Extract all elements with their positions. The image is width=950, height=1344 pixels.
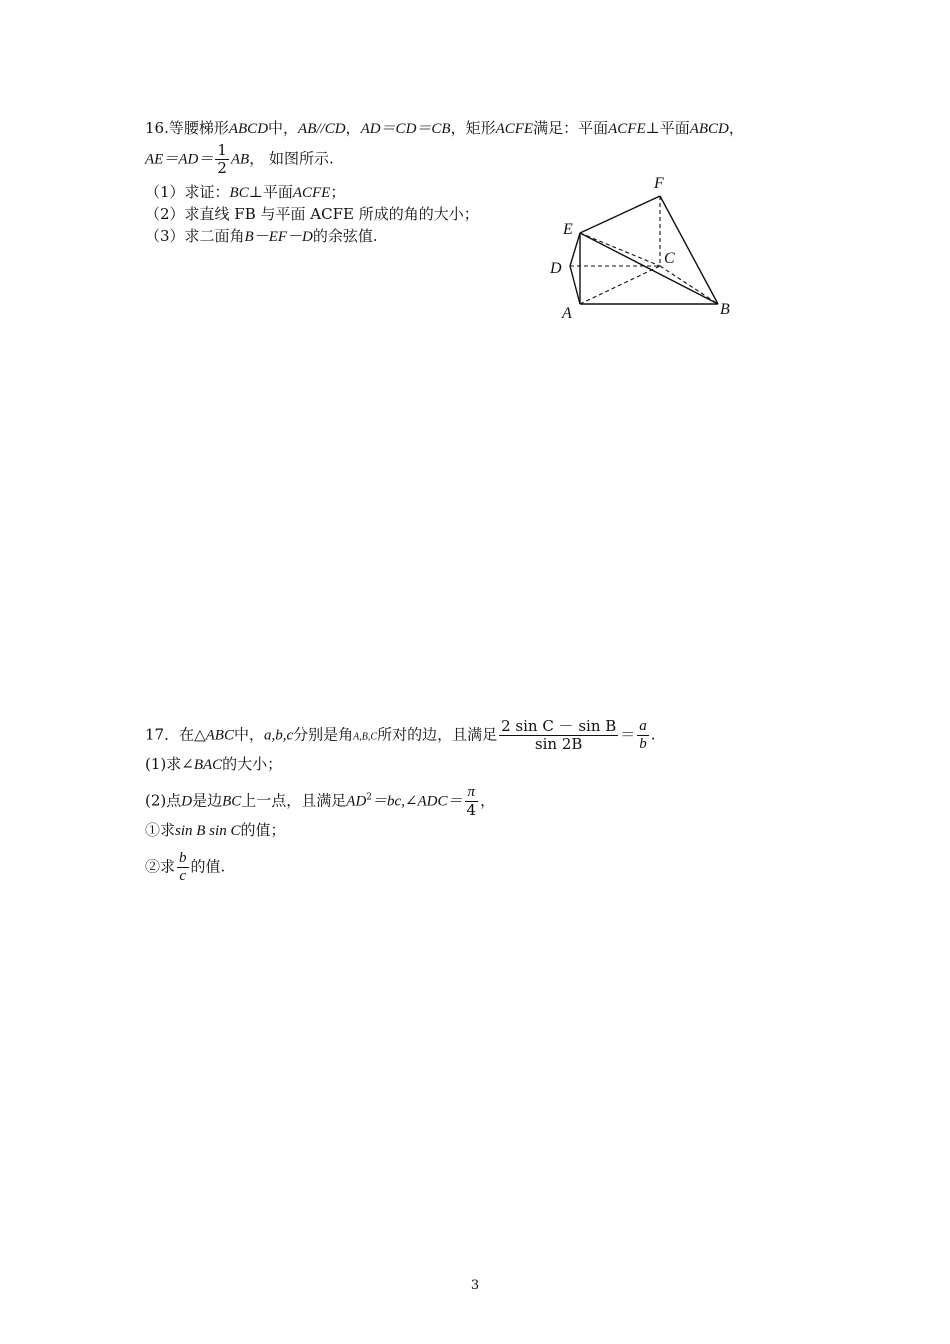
q16-math: ACFE (495, 121, 534, 137)
q17-sub1 (145, 820, 285, 841)
q17-text: 上一点，且满足 (241, 791, 347, 810)
fraction-denominator: sin 2B (534, 735, 583, 753)
geometry-figure (540, 168, 750, 328)
q17-math: sin B sin C (175, 823, 241, 839)
q17-text: ， (480, 791, 496, 810)
label-A: A (562, 305, 572, 322)
q17-sub2 (145, 850, 225, 885)
label-C: C (664, 250, 675, 267)
fraction-numerator: 1 (217, 141, 227, 159)
q17-math: ABC (205, 727, 234, 744)
fraction-denominator: b (639, 736, 647, 752)
q17-line1 (145, 718, 656, 753)
q16-text: 16.等腰梯形 (145, 119, 229, 137)
label-D: D (550, 260, 562, 277)
q17-text: 的值； (240, 821, 286, 839)
q17-math: BAC (193, 757, 223, 773)
label-E: E (563, 221, 573, 238)
q16-text: 满足：平面 (533, 119, 609, 137)
q16-math: ABCD (689, 121, 729, 137)
q17-superscript: 2 (366, 792, 373, 803)
q17-text: 17．在△ (145, 725, 206, 744)
edge-EB (580, 233, 718, 304)
q17-text: ②求 (145, 857, 176, 876)
q16-part3 (145, 226, 378, 247)
q16-text: ，矩形 (450, 119, 496, 137)
q17-text: 的大小； (222, 755, 283, 773)
q16-part1 (145, 182, 345, 203)
q17-text: 所对的边，且满足 (377, 725, 498, 744)
fraction-denominator: c (179, 868, 187, 884)
q17-math: D (181, 793, 193, 810)
fraction-b-over-c (177, 850, 189, 885)
fraction-half (215, 142, 229, 177)
q16-text: ， (728, 119, 744, 137)
fraction-denominator: 4 (466, 801, 477, 819)
q16-math: AB//CD (298, 121, 346, 137)
q16-text: （2）求直线 FB 与平面 ACFE 所成的角的大小； (145, 205, 479, 223)
q16-line2 (145, 142, 334, 177)
fraction-numerator: π (465, 784, 479, 802)
q16-text: 中， (268, 119, 299, 137)
fraction-a-over-b (637, 718, 649, 753)
label-F: F (654, 175, 664, 192)
q16-part2 (145, 204, 479, 224)
q17-text: ①求 (145, 821, 176, 839)
q16-math: AB (230, 151, 250, 168)
q17-math: ＝bc,∠ADC＝ (372, 793, 463, 810)
q16-math: AE＝AD＝ (145, 151, 214, 168)
q17-part1 (145, 754, 282, 775)
q16-math: ACFE (608, 121, 646, 137)
q16-text: 的余弦值. (312, 227, 378, 245)
q16-math: AD＝CD＝CB (360, 121, 451, 137)
q17-text: (1)求∠ (145, 755, 194, 773)
label-B: B (720, 301, 730, 318)
edge-DA (570, 266, 580, 304)
q17-math: BC (222, 793, 242, 810)
fraction-numerator: 2 sin C － sin B (501, 717, 617, 735)
q17-math: A,B,C (353, 731, 378, 743)
q17-math: a,b,c (263, 727, 294, 744)
q16-text: ； (330, 183, 346, 201)
q17-part2 (145, 784, 495, 819)
q16-text: （3）求二面角 (145, 227, 245, 245)
q17-math: AD (346, 793, 367, 810)
q16-text: ⊥平面 (645, 119, 690, 137)
fraction-pi-over-4 (465, 784, 479, 819)
edge-AC (580, 266, 660, 304)
q16-text: ⊥平面 (248, 183, 293, 201)
q17-text: 是边 (192, 791, 223, 810)
edge-EC (580, 233, 660, 266)
q17-text: ＝ (620, 725, 636, 744)
fraction-denominator: 2 (217, 159, 227, 177)
page-number: 3 (470, 1278, 480, 1293)
q16-text: ， (345, 119, 361, 137)
q16-text: （1）求证： (145, 183, 230, 201)
q16-math: ABCD (228, 121, 269, 137)
q17-text: (2)点 (145, 791, 182, 810)
edge-CB (660, 266, 718, 304)
q16-math: ACFE (292, 185, 331, 201)
q17-text: 中， (233, 725, 264, 744)
q17-text: . (650, 725, 656, 744)
q17-text: 的值. (190, 857, 226, 876)
q16-text: ， 如图所示. (249, 149, 334, 168)
fraction-numerator: b (179, 850, 187, 866)
q16-line1 (145, 118, 744, 139)
fraction-sine-ratio (499, 718, 618, 753)
q16-math: BC (229, 185, 249, 201)
q17-text: 分别是角 (293, 725, 354, 744)
fraction-numerator: a (639, 718, 647, 734)
q16-math: B－EF－D (244, 229, 313, 245)
edge-EF (580, 196, 660, 233)
